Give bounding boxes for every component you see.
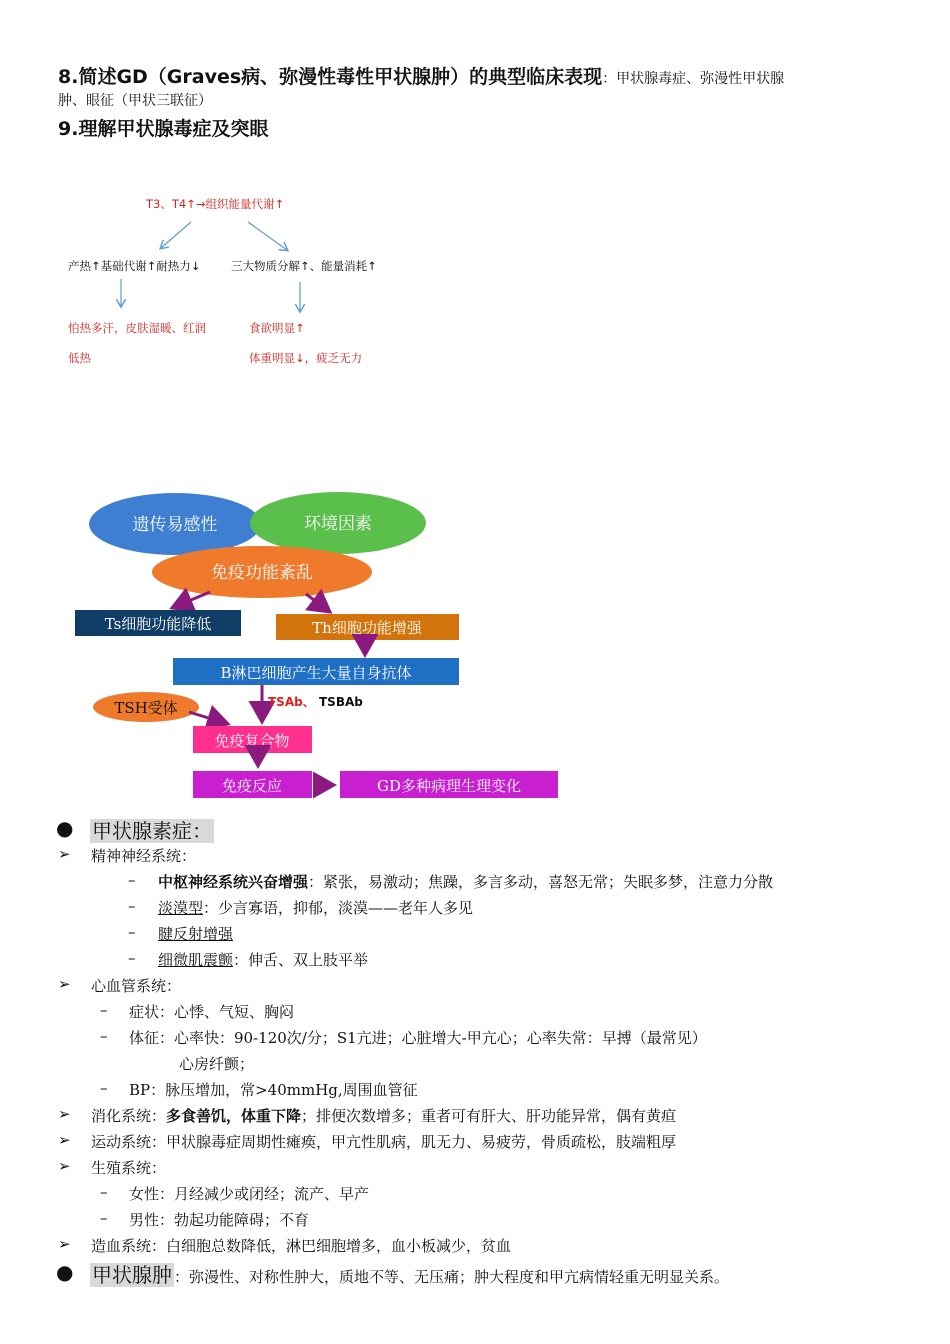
gd-changes-label: GD多种病理生理变化 [376, 777, 522, 795]
neuro-item-4-underline: 细微肌震颤 [158, 951, 234, 969]
bcell-label: B淋巴细胞产生大量自身抗体 [220, 664, 412, 682]
toxicosis-heading: 甲状腺素症： [92, 819, 212, 843]
arrow-bullet-icon: ➢ [58, 975, 71, 993]
dash-icon: – [100, 1027, 108, 1045]
cardio-bp: BP：脉压增加，常>40mmHg,周围血管征 [129, 1081, 418, 1099]
dash-icon: – [100, 1183, 108, 1201]
arrow-icon [172, 592, 210, 608]
cardio-label: 心血管系统： [91, 977, 182, 995]
neuro-item-2 [158, 897, 473, 918]
cardio-signs: 体征：心率快：90-120次/分；S1亢进；心脏增大-甲亢心；心率失常：早搏（最常见） [129, 1029, 707, 1047]
immune-flowchart [0, 480, 950, 810]
dash-icon: – [128, 897, 136, 915]
flow1-right: 三大物质分解↑、能量消耗↑ [231, 259, 377, 273]
question-9-title: 9.理解甲状腺毒症及突眼 [58, 118, 269, 140]
dash-icon: – [100, 1079, 108, 1097]
cardio-symptoms: 症状：心悸、气短、胸闷 [129, 1003, 295, 1021]
arrow-icon [248, 222, 287, 250]
goiter-text: ：弥漫性、对称性肿大，质地不等、无压痛；肿大程度和甲亢病情轻重无明显关系。 [174, 1268, 730, 1286]
neuro-item-3 [158, 923, 233, 944]
digest-label: 消化系统： [91, 1107, 167, 1125]
ts-label: Ts细胞功能降低 [104, 615, 212, 633]
flow1-arrows [0, 0, 950, 420]
motor-line: 运动系统：甲状腺毒症周期性瘫痪，甲亢性肌病，肌无力、易疲劳，骨质疏松，肢端粗厚 [91, 1133, 677, 1151]
dash-icon: – [100, 1209, 108, 1227]
cardio-signs-cont: 心房纤颤； [179, 1055, 255, 1073]
dash-icon: – [128, 949, 136, 967]
flow1-left-result1: 怕热多汗，皮肤湿暖、红润 [68, 321, 206, 335]
tsab-label: TSAb、 [268, 695, 315, 709]
neuro-label: 精神神经系统： [91, 847, 197, 865]
arrow-icon [306, 594, 330, 612]
dash-icon: – [128, 923, 136, 941]
arrow-icon [189, 712, 228, 724]
neuro-item-1-text: ：紧张，易激动；焦躁，多言多动，喜怒无常；失眠多梦，注意力分散 [308, 873, 774, 891]
neuro-item-1 [158, 871, 773, 892]
th-label: Th细胞功能增强 [312, 619, 422, 637]
goiter-heading: 甲状腺肿 [92, 1263, 172, 1287]
arrow-icon [161, 222, 191, 248]
immune-disorder-label: 免疫功能紊乱 [211, 563, 313, 583]
toxicosis-title [90, 815, 214, 844]
arrow-bullet-icon: ➢ [58, 845, 71, 863]
immune-reaction-label: 免疫反应 [221, 777, 283, 795]
neuro-item-3-underline: 腱反射增强 [158, 925, 234, 943]
question-8-answer: ：甲状腺毒症、弥漫性甲状腺 [602, 71, 785, 87]
blood-line: 造血系统：白细胞总数降低，淋巴细胞增多，血小板减少，贫血 [91, 1237, 512, 1255]
environment-label: 环境因素 [304, 514, 372, 534]
question-8-title: 8.简述GD（Graves病、弥漫性毒性甲状腺肿）的典型临床表现 [58, 66, 603, 88]
arrow-bullet-icon: ➢ [58, 1157, 71, 1175]
digest-line [91, 1105, 676, 1126]
repro-label: 生殖系统： [91, 1159, 167, 1177]
dash-icon: – [100, 1001, 108, 1019]
tsbab-label: TSBAb [319, 695, 363, 709]
flow1-left: 产热↑基础代谢↑耐热力↓ [68, 259, 201, 273]
neuro-item-1-bold: 中枢神经系统兴奋增强 [158, 873, 309, 891]
arrow-bullet-icon: ➢ [58, 1131, 71, 1149]
bullet-icon: ● [56, 1260, 74, 1284]
bullet-icon: ● [56, 816, 74, 840]
flow1-right-result2: 体重明显↓，疲乏无力 [249, 351, 363, 365]
flow1-left-result2: 低热 [68, 351, 91, 365]
repro-male: 男性：勃起功能障碍；不育 [129, 1211, 310, 1229]
flow1-right-result1: 食欲明显↑ [249, 321, 305, 335]
genetic-label: 遗传易感性 [132, 515, 218, 535]
arrow-bullet-icon: ➢ [58, 1105, 71, 1123]
flow1-top: T3、T4↑→组织能量代谢↑ [146, 197, 285, 211]
neuro-item-4 [158, 949, 368, 970]
dash-icon: – [128, 871, 136, 889]
immune-complex-label: 免疫复合物 [214, 732, 290, 750]
digest-bold: 多食善饥，体重下降 [166, 1107, 302, 1125]
question-8-answer-cont: 肿、眼征（甲状三联征） [58, 93, 212, 109]
neuro-item-2-text: ：少言寡语，抑郁，淡漠——老年人多见 [203, 899, 474, 917]
arrow-bullet-icon: ➢ [58, 1235, 71, 1253]
neuro-item-4-text: ：伸舌、双上肢平举 [233, 951, 369, 969]
repro-female: 女性：月经减少或闭经；流产、早产 [129, 1185, 370, 1203]
neuro-item-2-underline: 淡漠型 [158, 899, 204, 917]
digest-text: ；排便次数增多；重者可有肝大、肝功能异常，偶有黄疸 [301, 1107, 677, 1125]
goiter-line [90, 1259, 729, 1288]
tsh-receptor-label: TSH受体 [114, 699, 178, 717]
